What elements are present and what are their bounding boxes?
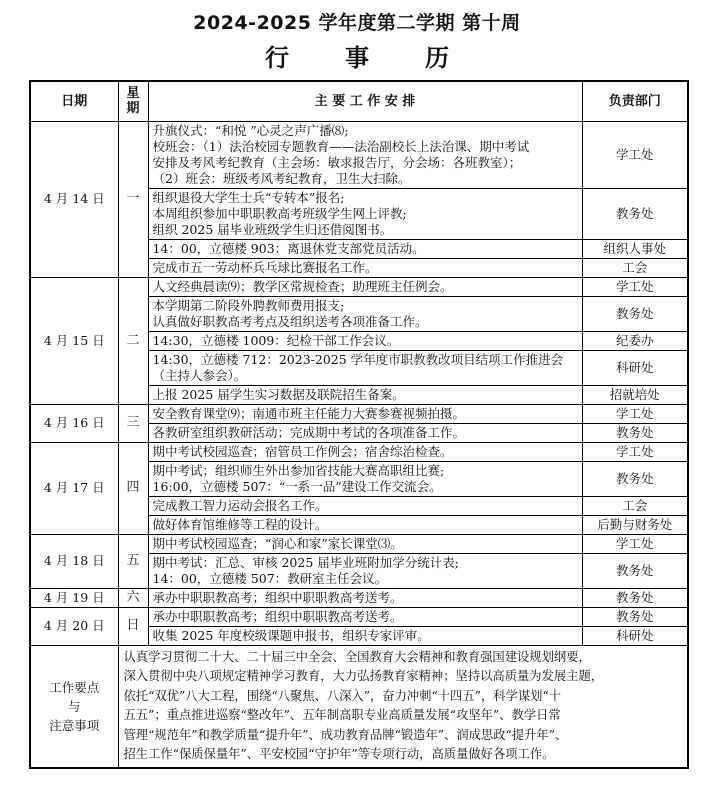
work-item [148,588,582,607]
responsible-dept: 教务处 [582,588,688,607]
work-item [148,607,582,626]
notes-line: 招生工作“保质保量年”、平安校园“守护年”等专项行动，高质量做好各项工作。 [123,747,555,762]
responsible-dept: 学工处 [582,277,688,296]
schedule-body [30,121,688,645]
work-item-line: 各教研室组织教研活动；完成期中考试的各项准备工作。 [152,424,466,440]
responsible-dept: 工会 [582,258,688,277]
work-item-line: 承办中职职教高考；组织中职职教高考送考。 [152,608,403,624]
work-item-line: 期中考试：汇总、审核 2025 届毕业班附加学分统计表; [152,554,459,570]
subtitle-char: 行 [265,43,289,72]
notes-line: 依托“双优”八大工程，围绕“八聚焦、八深入”，奋力冲刺“十四五”，科学谋划“十 [123,688,562,703]
work-item-line: 承办中职职教高考；组织中职职教高考送考。 [152,589,403,605]
work-item-line: 做好体育馆维修等工程的设计。 [152,516,328,532]
responsible-dept: 组织人事处 [582,239,688,258]
responsible-dept: 学工处 [582,121,688,188]
day-date: 4 月 15 日 [30,277,118,404]
work-item [148,385,582,404]
notes-line: 深入贯彻中央八项规定精神学习教育，大力弘扬教育家精神；坚持以高质量为发展主题， [123,669,604,684]
work-item-line: 收集 2025 年度校级课题申报书，组织专家评审。 [152,627,430,643]
responsible-dept: 学工处 [582,442,688,461]
work-item [148,331,582,350]
work-item-line: 校班会：（1）法治校园专题教育——法治副校长上法治课、期中考试 [152,138,530,154]
work-item-line: 期中考试校园巡查；“润心和家”家长课堂⑶。 [152,535,403,551]
work-item [148,239,582,258]
day-weekday: 五 [118,534,148,588]
responsible-dept: 教务处 [582,296,688,331]
responsible-dept: 学工处 [582,404,688,423]
work-item-line: 认真做好职教高考考点及组织送考各项准备工作。 [152,313,428,329]
work-item [148,496,582,515]
work-item-line: 14：00，立德楼 507：教研室主任会议。 [152,570,388,586]
col-header-work: 主 要 工 作 安 排 [148,81,582,121]
day-date: 4 月 16 日 [30,404,118,442]
day-weekday: 一 [118,121,148,277]
responsible-dept: 教务处 [582,461,688,496]
work-item-line: （2）班会：班级考风考纪教育，卫生大扫除。 [152,170,411,186]
notes-line: 管理“规范年”和教学质量“提升年”、成功教育品牌“锻造年”、润成思政“提升年”、 [123,727,568,742]
responsible-dept: 招就培处 [582,385,688,404]
schedule-row [30,534,688,553]
work-item [148,277,582,296]
schedule-row [30,121,688,188]
day-weekday: 日 [118,607,148,645]
work-item [148,515,582,534]
col-header-weekday [118,81,148,121]
work-item-line: 14：00，立德楼 903：离退休党支部党员活动。 [152,240,425,256]
day-weekday: 四 [118,442,148,534]
schedule-row [30,277,688,296]
work-item-line: 本学期第二阶段外聘教师费用报支; [152,297,345,313]
work-item [148,404,582,423]
subtitle-char: 事 [345,43,369,72]
responsible-dept: 教务处 [582,553,688,588]
notes-content [118,645,688,768]
schedule-row [30,404,688,423]
work-item [148,442,582,461]
work-item [148,258,582,277]
responsible-dept: 科研处 [582,350,688,385]
work-item-line: 期中考试；组织师生外出参加省技能大赛高职组比赛; [152,462,445,478]
col-header-dept: 负责部门 [582,81,688,121]
weekday-header-char: 期 [126,101,140,117]
work-item [148,553,582,588]
notes-line: 五五”；重点推进巡察“整改年”、五年制高职专业高质量发展“攻坚年”、教学日常 [123,708,561,723]
notes-label-line: 工作要点 [49,679,100,695]
schedule-row [30,588,688,607]
day-weekday: 六 [118,588,148,607]
notes-row [30,645,688,768]
work-item-line: 完成教工智力运动会报名工作。 [152,497,328,513]
work-item-line: 组织退役大学生士兵“专转本”报名; [152,189,345,205]
day-date: 4 月 14 日 [30,121,118,277]
work-item-line: 组织 2025 届毕业班级学生归还借阅图书。 [152,221,393,237]
work-item [148,423,582,442]
subtitle-char: 历 [425,43,449,72]
work-item-line: 14:30，立德楼 1009：纪检干部工作会议。 [152,332,400,348]
schedule-row [30,442,688,461]
work-item-line: 本周组织参加中职职教高考班级学生网上评教; [152,205,407,221]
day-weekday: 二 [118,277,148,404]
weekday-header-char: 星 [126,86,140,102]
work-item-line: 完成市五一劳动杯兵乓球比赛报名工作。 [152,259,378,275]
responsible-dept: 后勤与财务处 [582,515,688,534]
work-item-line: 升旗仪式：“和悦 ”心灵之声广播⑻; [152,122,349,138]
responsible-dept: 教务处 [582,607,688,626]
day-weekday: 三 [118,404,148,442]
work-item-line: 14:30，立德楼 712：2023-2025 学年度市职教教改项目结项工作推进会 [152,351,564,367]
responsible-dept: 科研处 [582,626,688,645]
day-date: 4 月 20 日 [30,607,118,645]
work-item-line: 期中考试校园巡查；宿管员工作例会；宿舍综治检查。 [152,443,453,459]
page-subtitle [0,42,714,74]
header-row [30,81,688,121]
day-date: 4 月 19 日 [30,588,118,607]
work-item-line: 人文经典晨读⑼；教学区常规检查；助理班主任例会。 [152,278,453,294]
work-item [148,296,582,331]
work-item-line: 16:00，立德楼 507：“一系一品”建设工作交流会。 [152,478,442,494]
responsible-dept: 教务处 [582,188,688,239]
responsible-dept: 学工处 [582,534,688,553]
notes-label [30,645,118,768]
schedule-row [30,607,688,626]
work-item [148,121,582,188]
work-item [148,626,582,645]
responsible-dept: 工会 [582,496,688,515]
notes-label-line: 与 [67,698,81,714]
work-item-line: 安排及考风考纪教育（主会场：敏求报告厅，分会场：各班教室）； [152,154,522,170]
day-date: 4 月 18 日 [30,534,118,588]
work-item-line: （主持人参会）。 [152,367,247,383]
responsible-dept: 纪委办 [582,331,688,350]
work-item-line: 上报 2025 届学生实习数据及联院招生备案。 [152,386,405,402]
work-item [148,461,582,496]
schedule-table [29,80,689,769]
col-header-date: 日期 [30,81,118,121]
day-date: 4 月 17 日 [30,442,118,534]
notes-label-line: 注意事项 [49,717,100,733]
notes-line: 认真学习贯彻二十大、二十届三中全会、全国教育大会精神和教育强国建设规划纲要， [123,649,591,664]
work-item-line: 安全教育课堂⑼；南通市班主任能力大赛参赛视频拍摄。 [152,405,466,421]
work-item [148,534,582,553]
work-item [148,350,582,385]
responsible-dept: 教务处 [582,423,688,442]
page-title: 2024-2025 学年度第二学期 第十周 [193,12,521,34]
work-item [148,188,582,239]
